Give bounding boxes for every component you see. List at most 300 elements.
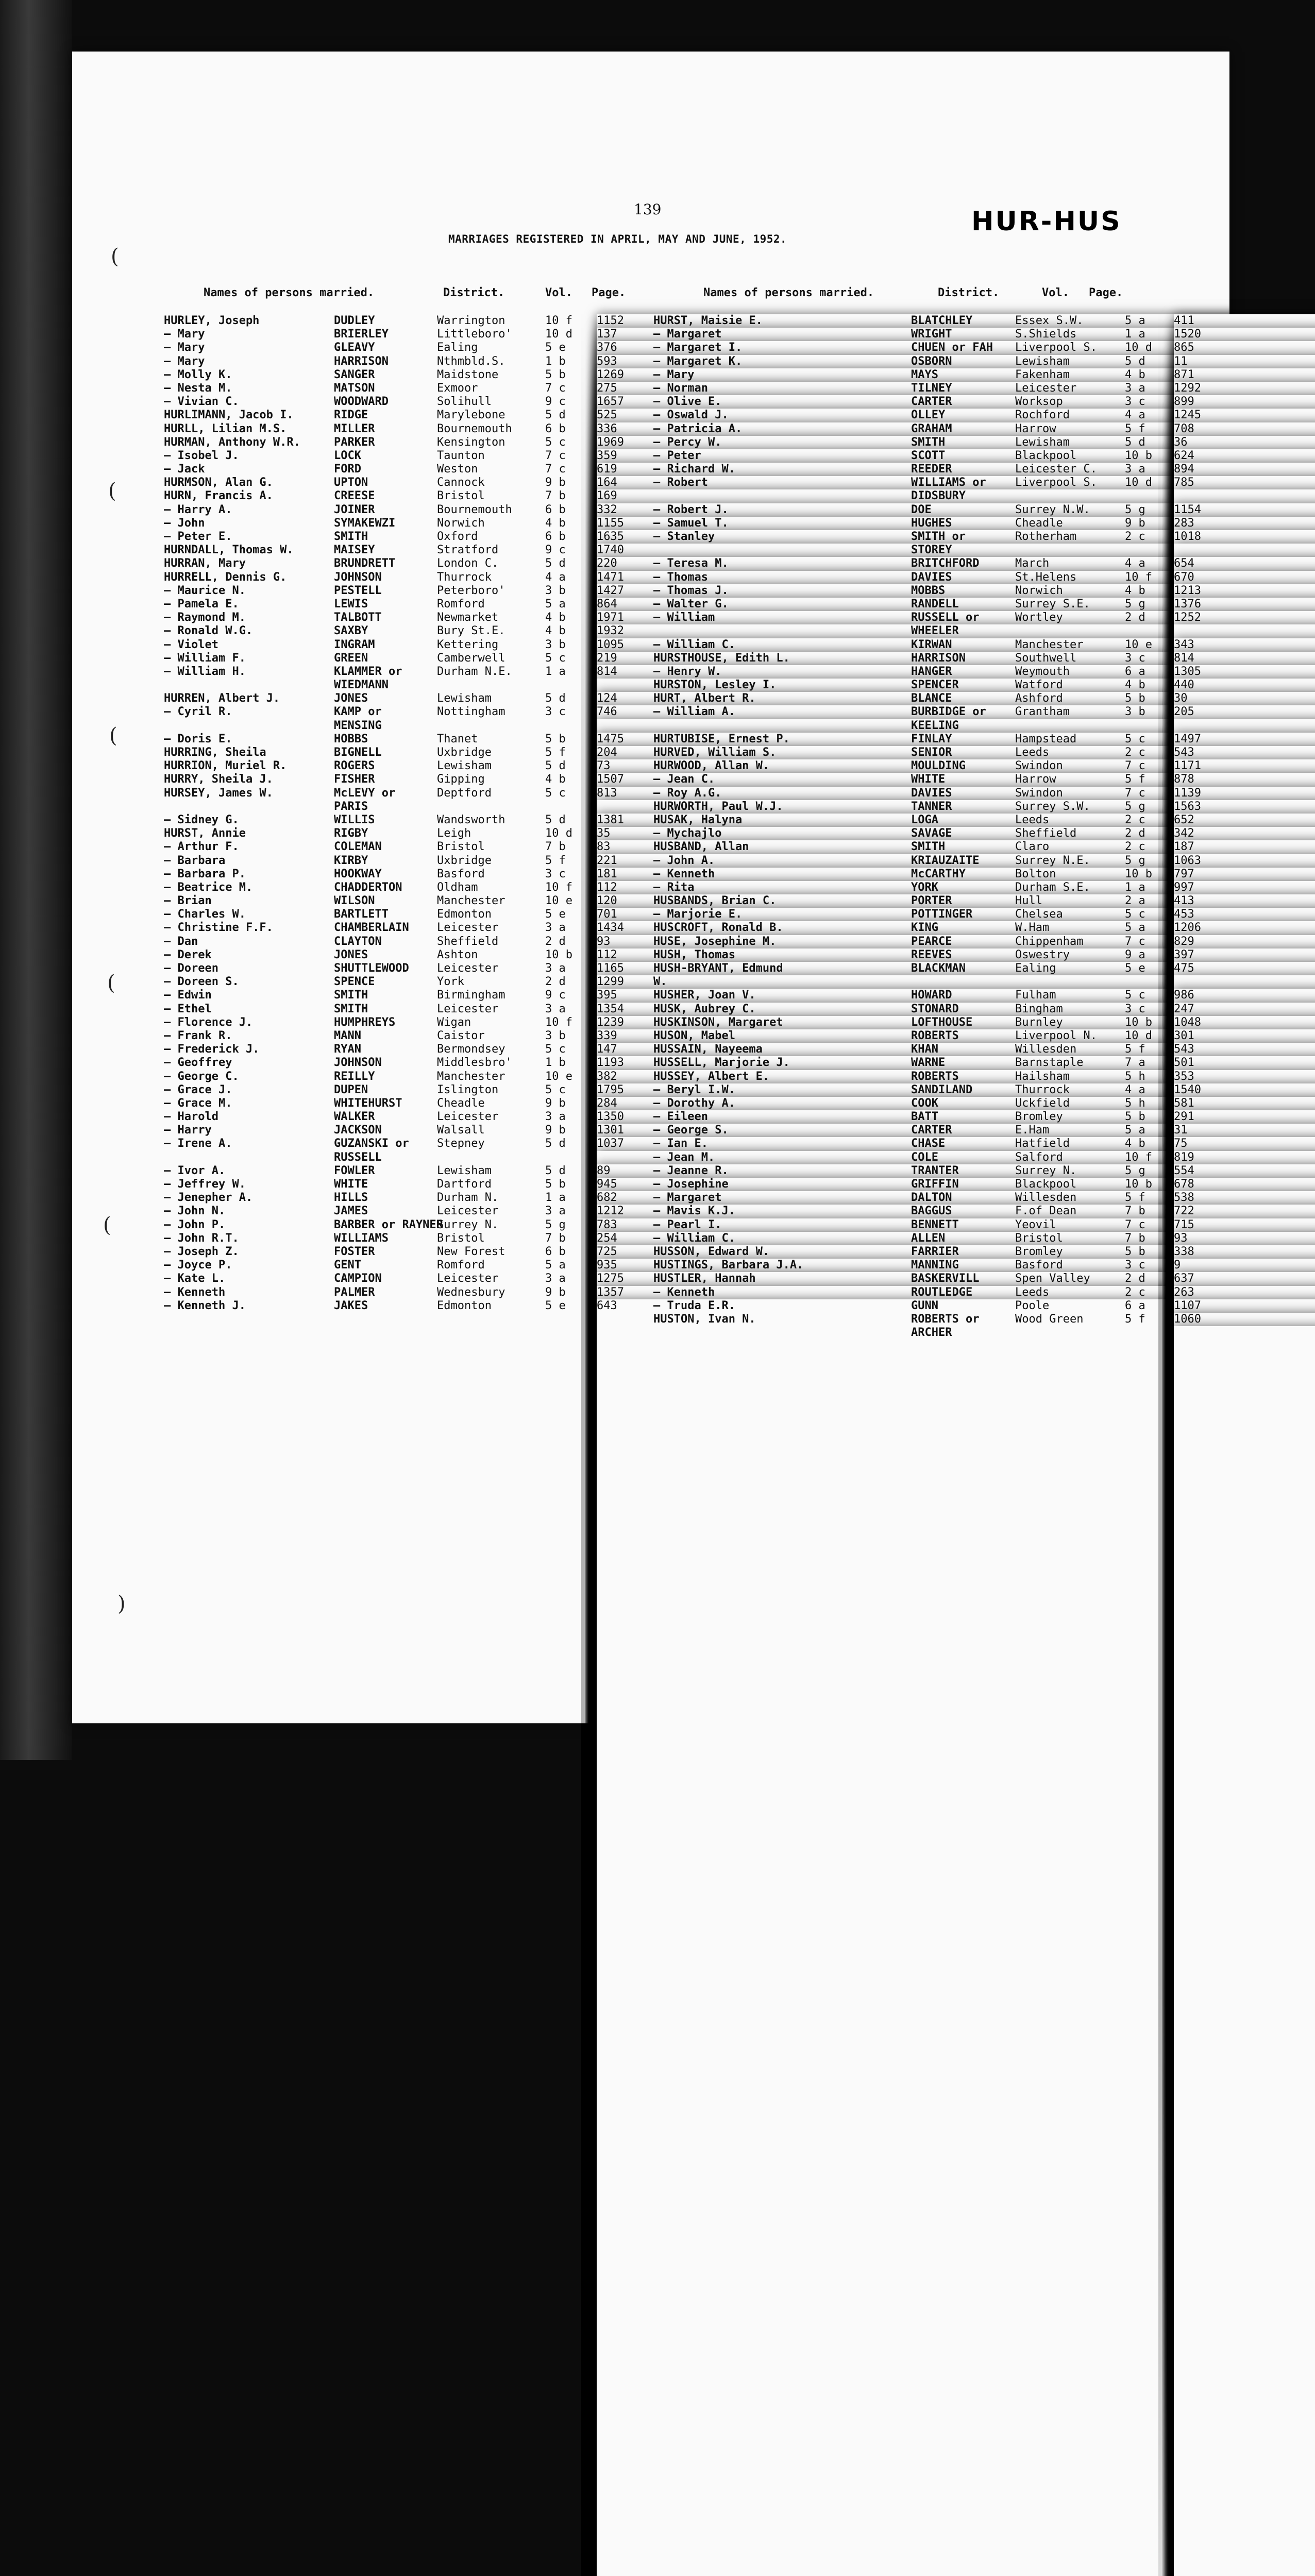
spouse-surname: POTTINGER [911,908,972,921]
person-name: — Eileen [653,1110,708,1123]
volume: 2 a [1125,894,1145,907]
volume: 5 a [1125,921,1145,934]
page-ref: 1095 [597,638,1315,2310]
entry-row [653,611,1220,624]
spouse-surname: WILSON [334,894,375,907]
spouse-surname: GRAHAM [911,422,952,435]
page-ref: 1507 [597,773,1315,2445]
page-ref: 338 [1174,1245,1315,2576]
person-name: — Peter [653,449,701,462]
page-ref: 342 [1174,827,1315,2499]
spouse-surname: ROBERTS or [911,1313,979,1326]
spouse-surname: SANDILAND [911,1083,972,1096]
volume: 5 a [545,1259,566,1272]
page-ref: 701 [597,908,1315,2576]
volume: 10 d [1125,341,1152,354]
volume: 5 f [1125,773,1145,786]
volume: 3 c [1125,1259,1145,1272]
person-name: — Teresa M. [653,557,729,570]
entry-row [653,854,1220,868]
entry-row [164,1083,705,1097]
person-name: — Truda E.R. [653,1299,735,1312]
district: Fakenham [1015,368,1070,381]
spouse-surname: LEWIS [334,598,368,611]
spouse-surname: DAVIES [911,571,952,584]
person-name: — Jean M. [653,1151,715,1164]
volume: 5 g [545,1218,566,1231]
person-name: — Brian [164,894,212,907]
entry-row [653,355,1220,368]
page-ref: 1471 [597,571,1315,2243]
spouse-surname: MANNING [911,1259,959,1272]
page-ref: 112 [597,881,1315,2553]
district: Rotherham [1015,530,1076,543]
volume: 7 b [545,1232,566,1245]
district: Hatfield [1015,1137,1070,1150]
district: Worksop [1015,395,1063,408]
district: Leicester [1015,382,1076,395]
page-ref: 715 [1174,1218,1315,2576]
person-name: — William C. [653,1232,735,1245]
entry-row [164,665,705,679]
entry-row [164,814,705,827]
page-ref: 581 [1174,1097,1315,2576]
volume: 4 a [1125,1083,1145,1096]
page-ref: 543 [1174,1043,1315,2576]
person-name: — Pearl I. [653,1218,721,1231]
volume: 7 b [545,840,566,853]
district: Weston [437,463,478,476]
entry-row [653,1164,1220,1178]
district: Ealing [437,341,478,354]
person-name: — Walter G. [653,598,729,611]
entry-row [164,436,705,449]
entry-row [653,814,1220,827]
person-name: HURST, Annie [164,827,246,840]
entry-row [164,598,705,611]
district: Durham N. [437,1191,498,1204]
entry-row [164,422,705,436]
district: Surrey N. [1015,1164,1076,1177]
volume: 2 c [1125,814,1145,826]
volume: 4 b [1125,1137,1145,1150]
volume: 7 c [1125,759,1145,772]
page-ref: 1213 [1174,584,1315,2256]
entry-row [653,773,1220,786]
entry-row [653,665,1220,679]
spouse-surname: BASKERVILL [911,1272,979,1285]
district: Swindon [1015,787,1063,800]
volume: 2 d [545,935,566,948]
spouse-surname: COLEMAN [334,840,382,853]
page-ref: 1063 [1174,854,1315,2526]
register-subtitle: MARRIAGES REGISTERED IN APRIL, MAY AND JUNE, 1952. [448,233,787,245]
spouse-surname: TRANTER [911,1164,959,1177]
district: Surrey S.E. [1015,598,1090,611]
volume: 10 d [1125,1029,1152,1042]
district: Essex S.W. [1015,314,1083,327]
district: Bristol [1015,1232,1063,1245]
entry-row [164,1043,705,1056]
volume: 3 c [1125,1003,1145,1015]
spouse-surname: FISHER [334,773,375,786]
district: Bromley [1015,1110,1063,1123]
entry-row [164,1016,705,1029]
spouse-surname: RIGBY [334,827,368,840]
district: Poole [1015,1299,1049,1312]
page-ref: 1048 [1174,1016,1315,2576]
header-vol: Vol. [545,286,572,299]
volume: 3 b [545,1029,566,1042]
volume: 10 b [545,948,572,961]
district: Gipping [437,773,485,786]
page-ref: 283 [1174,517,1315,2189]
page-ref: 339 [597,1029,1315,2576]
spouse-surname: JOHNSON [334,571,382,584]
volume: 5 c [545,787,566,800]
spouse-surname: WIEDMANN [334,679,389,691]
spouse-surname: BURBIDGE or [911,705,986,718]
person-name: — Mavis K.J. [653,1205,735,1217]
page-ref: 1292 [1174,382,1315,2054]
volume: 1 a [545,665,566,678]
volume: 5 h [1125,1070,1145,1083]
page-ref: 654 [1174,557,1315,2229]
volume: 9 b [545,1286,566,1299]
volume: 9 c [545,544,566,556]
page-ref: 275 [597,382,1315,2054]
entry-row [164,449,705,463]
person-name: HUSKINSON, Margaret [653,1016,783,1029]
volume: 10 d [1125,476,1152,489]
district: Norwich [1015,584,1063,597]
spouse-surname: WHITE [911,773,945,786]
entry-row [164,773,705,786]
page-ref: 1971 [597,611,1315,2283]
person-name: HURMAN, Anthony W.R. [164,436,300,449]
header-district: District. [938,286,999,299]
volume: 4 b [1125,584,1145,597]
volume: 10 e [545,1070,572,1083]
person-name: HURRION, Muriel R. [164,759,286,772]
district: Manchester [1015,638,1083,651]
district: Durham N.E. [437,665,512,678]
page-ref: 382 [597,1070,1315,2576]
header-page: Page. [1089,286,1123,299]
district: Swindon [1015,759,1063,772]
spouse-surname: SMITH [911,840,945,853]
entry-row [653,1205,1220,1218]
district: Surrey N.E. [1015,854,1090,867]
volume: 5 b [545,733,566,745]
page-ref: 1932 [597,624,1315,2296]
page-ref: 1060 [1174,1313,1315,2576]
page-ref: 1139 [1174,787,1315,2459]
person-name: — William H. [164,665,246,678]
district: Leeds [1015,814,1049,826]
page-ref: 1427 [597,584,1315,2256]
spouse-surname: SYMAKEWZI [334,517,395,530]
entry-row [653,719,1220,733]
entry-row [653,341,1220,354]
volume: 3 a [545,1003,566,1015]
spouse-surname: BRIERLEY [334,328,389,341]
volume: 5 g [1125,598,1145,611]
district: Sheffield [437,935,498,948]
entry-row [653,1070,1220,1083]
spouse-surname: CREESE [334,489,375,502]
spouse-surname: BENNETT [911,1218,959,1231]
person-name: — Margaret [653,1191,721,1204]
volume: 3 a [1125,382,1145,395]
district: Oswestry [1015,948,1070,961]
district: Newmarket [437,611,498,624]
entry-row [653,1043,1220,1056]
entry-row [653,1313,1220,1326]
entry-row [164,759,705,773]
volume: 5 b [1125,1245,1145,1258]
page-ref: 1212 [597,1205,1315,2576]
entry-row [164,1110,705,1124]
spouse-surname: SMITH [334,1003,368,1015]
person-name: HUSON, Mabel [653,1029,735,1042]
page-ref: 291 [1174,1110,1315,2576]
person-name: — Charles W. [164,908,246,921]
district: Lewisham [437,692,492,705]
volume: 2 d [1125,611,1145,624]
district: Walsall [437,1124,485,1137]
spouse-surname: STONARD [911,1003,959,1015]
spouse-surname: KLAMMER or [334,665,402,678]
margin-mark: ( [107,971,115,995]
entry-row [653,1178,1220,1191]
margin-mark: ( [108,479,116,503]
volume: 10 e [1125,638,1152,651]
district: Southwell [1015,652,1076,665]
entry-row [653,1218,1220,1232]
person-name: — Mary [164,341,205,354]
page-ref: 899 [1174,395,1315,2067]
spouse-surname: STOREY [911,544,952,556]
district: Harrow [1015,422,1056,435]
person-name: — Kenneth [653,868,715,880]
page-ref: 1376 [1174,598,1315,2269]
volume: 4 b [1125,368,1145,381]
person-name: HUSBAND, Allan [653,840,749,853]
volume: 3 a [545,1272,566,1285]
spouse-surname: CHADDERTON [334,881,402,894]
spouse-surname: PEARCE [911,935,952,948]
person-name: — Jean C. [653,773,715,786]
volume: 6 b [545,422,566,435]
entry-row [164,1164,705,1178]
person-name: — Jack [164,463,205,476]
spouse-surname: MATSON [334,382,375,395]
district: Hull [1015,894,1042,907]
spouse-surname: GUZANSKI or [334,1137,409,1150]
volume: 5 c [545,1083,566,1096]
spouse-surname: JONES [334,948,368,961]
person-name: — Arthur F. [164,840,239,853]
spouse-surname: FINLAY [911,733,952,745]
entry-row [653,1259,1220,1272]
spouse-surname: GRIFFIN [911,1178,959,1191]
district: Islington [437,1083,498,1096]
page-ref: 1795 [597,1083,1315,2576]
volume: 5 c [1125,989,1145,1002]
entry-row [164,1299,705,1313]
entry-row [164,962,705,975]
entry-row [653,827,1220,840]
spouse-surname: PARIS [334,800,368,813]
entry-row [164,1056,705,1070]
person-name: HURT, Albert R. [653,692,756,705]
person-name: — William F. [164,652,246,665]
spouse-surname: GENT [334,1259,361,1272]
entry-row [164,746,705,759]
spouse-surname: SMITH or [911,530,966,543]
person-name: W. [653,975,667,988]
district: Chippenham [1015,935,1083,948]
spouse-surname: DUPEN [334,1083,368,1096]
district: Bromley [1015,1245,1063,1258]
entry-row [164,571,705,584]
district: Bournemouth [437,503,512,516]
header-district: District. [443,286,504,299]
district: Deptford [437,787,492,800]
entry-row [164,1003,705,1016]
person-name: — Beryl I.W. [653,1083,735,1096]
page-ref: 678 [1174,1178,1315,2576]
person-name: — George S. [653,1124,729,1137]
district: Norwich [437,517,485,530]
person-name: HUSHER, Joan V. [653,989,756,1002]
district: Salford [1015,1151,1063,1164]
district: Lewisham [437,1164,492,1177]
district: Nthmbld.S. [437,355,505,368]
scan-edge [0,0,72,1760]
district: Sheffield [1015,827,1076,840]
spouse-surname: RYAN [334,1043,361,1056]
page-ref: 395 [597,989,1315,2576]
spouse-surname: McLEVY or [334,787,395,800]
page-ref: 205 [1174,705,1315,2377]
entry-row [164,1245,705,1259]
person-name: HURLL, Lilian M.S. [164,422,286,435]
spouse-surname: TANNER [911,800,952,813]
volume: 5 d [545,557,566,570]
page-ref: 1305 [1174,665,1315,2337]
entry-row [653,868,1220,881]
person-name: — Harold [164,1110,218,1123]
page-ref: 187 [1174,840,1315,2512]
spouse-surname: REEVES [911,948,952,961]
page-ref: 1245 [1174,409,1315,2080]
spouse-surname: RUSSELL or [911,611,979,624]
spouse-surname: SHUTTLEWOOD [334,962,409,975]
entry-row [653,517,1220,530]
person-name: — Nesta M. [164,382,232,395]
spouse-surname: BLATCHLEY [911,314,972,327]
entry-row [164,503,705,517]
district: Bermondsey [437,1043,505,1056]
spouse-surname: TILNEY [911,382,952,395]
right-entries [653,314,1220,1340]
volume: 5 d [1125,436,1145,449]
page-ref: 1381 [597,814,1315,2485]
entry-row [653,1286,1220,1299]
page-ref: 1350 [597,1110,1315,2576]
person-name: HURMSON, Alan G. [164,476,273,489]
volume: 5 b [545,368,566,381]
person-name: — Doris E. [164,733,232,745]
page-ref: 1657 [597,395,1315,2067]
district: F.of Dean [1015,1205,1076,1217]
volume: 7 c [1125,1218,1145,1231]
page-ref: 1171 [1174,759,1315,2431]
district: Edmonton [437,908,492,921]
volume: 4 b [545,611,566,624]
page-ref: 1206 [1174,921,1315,2576]
entry-row [653,1272,1220,1285]
volume: 1 a [1125,328,1145,341]
entry-row [164,624,705,638]
volume: 5 a [1125,314,1145,327]
volume: 5 f [545,746,566,759]
entry-row [653,476,1220,489]
person-name: — William C. [653,638,735,651]
spouse-surname: RUSSELL [334,1151,382,1164]
person-name: — Kate L. [164,1272,225,1285]
person-name: — Doreen S. [164,975,239,988]
person-name: — Irene A. [164,1137,232,1150]
page-ref: 1540 [1174,1083,1315,2576]
page-ref: 814 [597,665,1315,2337]
page-ref: 1165 [597,962,1315,2576]
volume: 5 e [545,341,566,354]
district: Bournemouth [437,422,512,435]
page-ref: 725 [597,1245,1315,2576]
spouse-surname: PESTELL [334,584,382,597]
entry-row [164,409,705,422]
entry-row [164,1178,705,1191]
entry-row [653,395,1220,409]
volume: 5 d [545,759,566,772]
person-name: — John A. [653,854,715,867]
person-name: HUSE, Josephine M. [653,935,776,948]
district: Ealing [1015,962,1056,975]
page-ref: 413 [1174,894,1315,2566]
person-name: — Molly K. [164,368,232,381]
entry-row [653,449,1220,463]
page-ref: 1018 [1174,530,1315,2202]
volume: 5 f [1125,1191,1145,1204]
page-ref: 353 [1174,1070,1315,2576]
person-name: — Olive E. [653,395,721,408]
page-ref: 797 [1174,868,1315,2539]
spouse-surname: INGRAM [334,638,375,651]
person-name: — Beatrice M. [164,881,252,894]
spouse-surname: CHUEN or FAH [911,341,993,354]
volume: 4 a [545,571,566,584]
entry-row [653,584,1220,598]
spouse-surname: DOE [911,503,932,516]
volume: 5 b [1125,692,1145,705]
entry-row [164,476,705,489]
volume: 2 d [545,975,566,988]
entry-row [653,1003,1220,1016]
entry-row [164,948,705,962]
